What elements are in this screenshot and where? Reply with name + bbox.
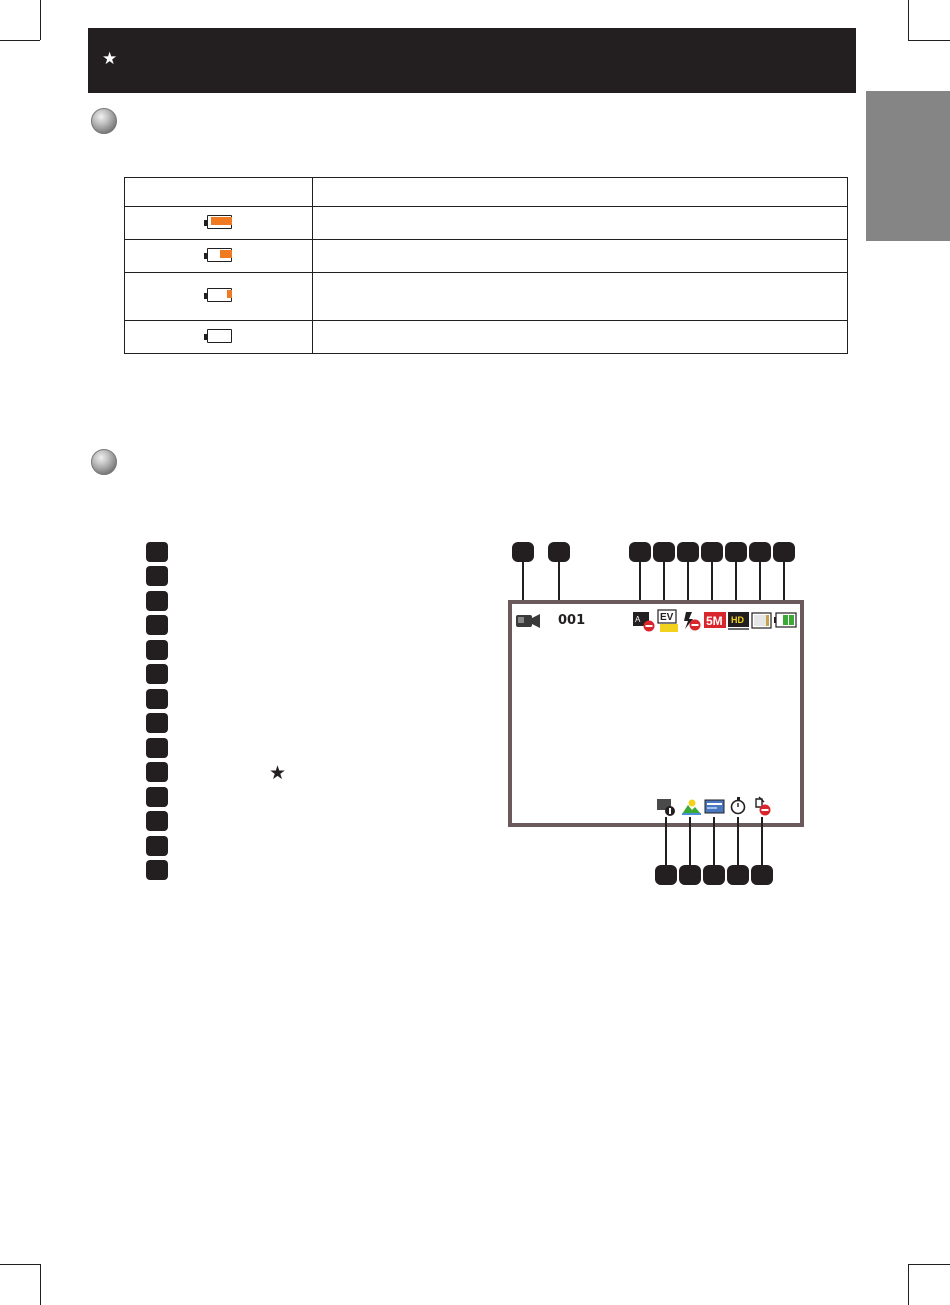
table-cell bbox=[313, 273, 848, 321]
quality-icon bbox=[727, 611, 751, 631]
battery-full-icon bbox=[204, 215, 234, 231]
crop-mark bbox=[908, 1264, 950, 1265]
motion-detect-off-icon bbox=[752, 795, 774, 819]
battery-half-icon bbox=[204, 248, 234, 264]
resolution-badge: 5M bbox=[706, 614, 723, 628]
battery-status-icon bbox=[774, 612, 798, 630]
star-icon: ★ bbox=[102, 49, 118, 68]
leader-line bbox=[713, 817, 715, 865]
resolution-icon bbox=[703, 611, 727, 629]
list-marker bbox=[146, 664, 168, 684]
list-marker bbox=[146, 615, 168, 635]
callout-marker bbox=[751, 865, 773, 885]
memory-card-icon bbox=[751, 612, 773, 630]
leader-line bbox=[689, 817, 691, 865]
callout-marker bbox=[725, 542, 747, 562]
list-marker bbox=[146, 713, 168, 733]
table-cell bbox=[125, 321, 313, 354]
table-row bbox=[125, 273, 848, 321]
table-cell bbox=[125, 207, 313, 240]
callout-marker bbox=[703, 865, 725, 885]
table-row bbox=[125, 321, 848, 354]
star-icon: ★ bbox=[269, 763, 287, 784]
crop-mark bbox=[908, 40, 950, 41]
table-cell bbox=[313, 207, 848, 240]
table-cell bbox=[313, 321, 848, 354]
callout-marker bbox=[679, 865, 701, 885]
list-marker bbox=[146, 762, 168, 782]
table-cell bbox=[125, 240, 313, 273]
ev-label: EV bbox=[660, 612, 674, 623]
section-bullet-icon bbox=[91, 108, 117, 134]
flash-off-icon bbox=[680, 610, 704, 632]
ae-off-icon bbox=[632, 610, 656, 632]
list-marker bbox=[146, 591, 168, 611]
crop-mark bbox=[40, 1264, 41, 1305]
scene-landscape-icon bbox=[680, 797, 702, 817]
callout-marker bbox=[629, 542, 651, 562]
list-marker bbox=[146, 836, 168, 856]
callout-marker bbox=[548, 542, 570, 562]
stabilizer-icon bbox=[655, 797, 677, 817]
leader-line bbox=[737, 817, 739, 865]
table-row bbox=[125, 240, 848, 273]
callout-marker bbox=[655, 865, 677, 885]
crop-mark bbox=[908, 1264, 909, 1305]
list-marker bbox=[146, 787, 168, 807]
list-marker bbox=[146, 566, 168, 586]
leader-line bbox=[761, 817, 763, 865]
battery-level-table bbox=[124, 177, 848, 354]
quality-badge: HD bbox=[731, 615, 744, 625]
list-marker bbox=[146, 640, 168, 660]
callout-marker bbox=[727, 865, 749, 885]
callout-marker bbox=[512, 542, 534, 562]
list-marker bbox=[146, 542, 168, 562]
table-row bbox=[125, 207, 848, 240]
list-marker bbox=[146, 811, 168, 831]
callout-marker bbox=[701, 542, 723, 562]
list-marker bbox=[146, 860, 168, 880]
crop-mark bbox=[0, 1264, 40, 1265]
table-cell bbox=[313, 240, 848, 273]
ev-icon bbox=[656, 608, 680, 634]
callout-marker bbox=[653, 542, 675, 562]
section-header-bar bbox=[88, 28, 856, 93]
table-header-cell bbox=[125, 178, 313, 207]
side-language-tab bbox=[866, 91, 950, 241]
callout-marker bbox=[749, 542, 771, 562]
leader-line bbox=[665, 817, 667, 865]
table-cell bbox=[125, 273, 313, 321]
list-marker bbox=[146, 738, 168, 758]
table-header-row bbox=[125, 178, 848, 207]
lcd-screen bbox=[508, 600, 804, 827]
white-balance-icon bbox=[704, 798, 726, 816]
crop-mark bbox=[0, 40, 40, 41]
callout-marker bbox=[773, 542, 795, 562]
shot-counter: 001 bbox=[558, 613, 586, 628]
battery-low-icon bbox=[204, 288, 234, 304]
battery-empty-icon bbox=[204, 329, 234, 345]
video-mode-icon bbox=[514, 611, 542, 631]
callout-marker bbox=[677, 542, 699, 562]
crop-mark bbox=[908, 0, 909, 40]
crop-mark bbox=[40, 0, 41, 40]
self-timer-icon bbox=[728, 796, 750, 816]
list-marker bbox=[146, 689, 168, 709]
table-header-cell bbox=[313, 178, 848, 207]
section-bullet-icon bbox=[91, 449, 117, 475]
svg-text:A: A bbox=[635, 615, 641, 624]
